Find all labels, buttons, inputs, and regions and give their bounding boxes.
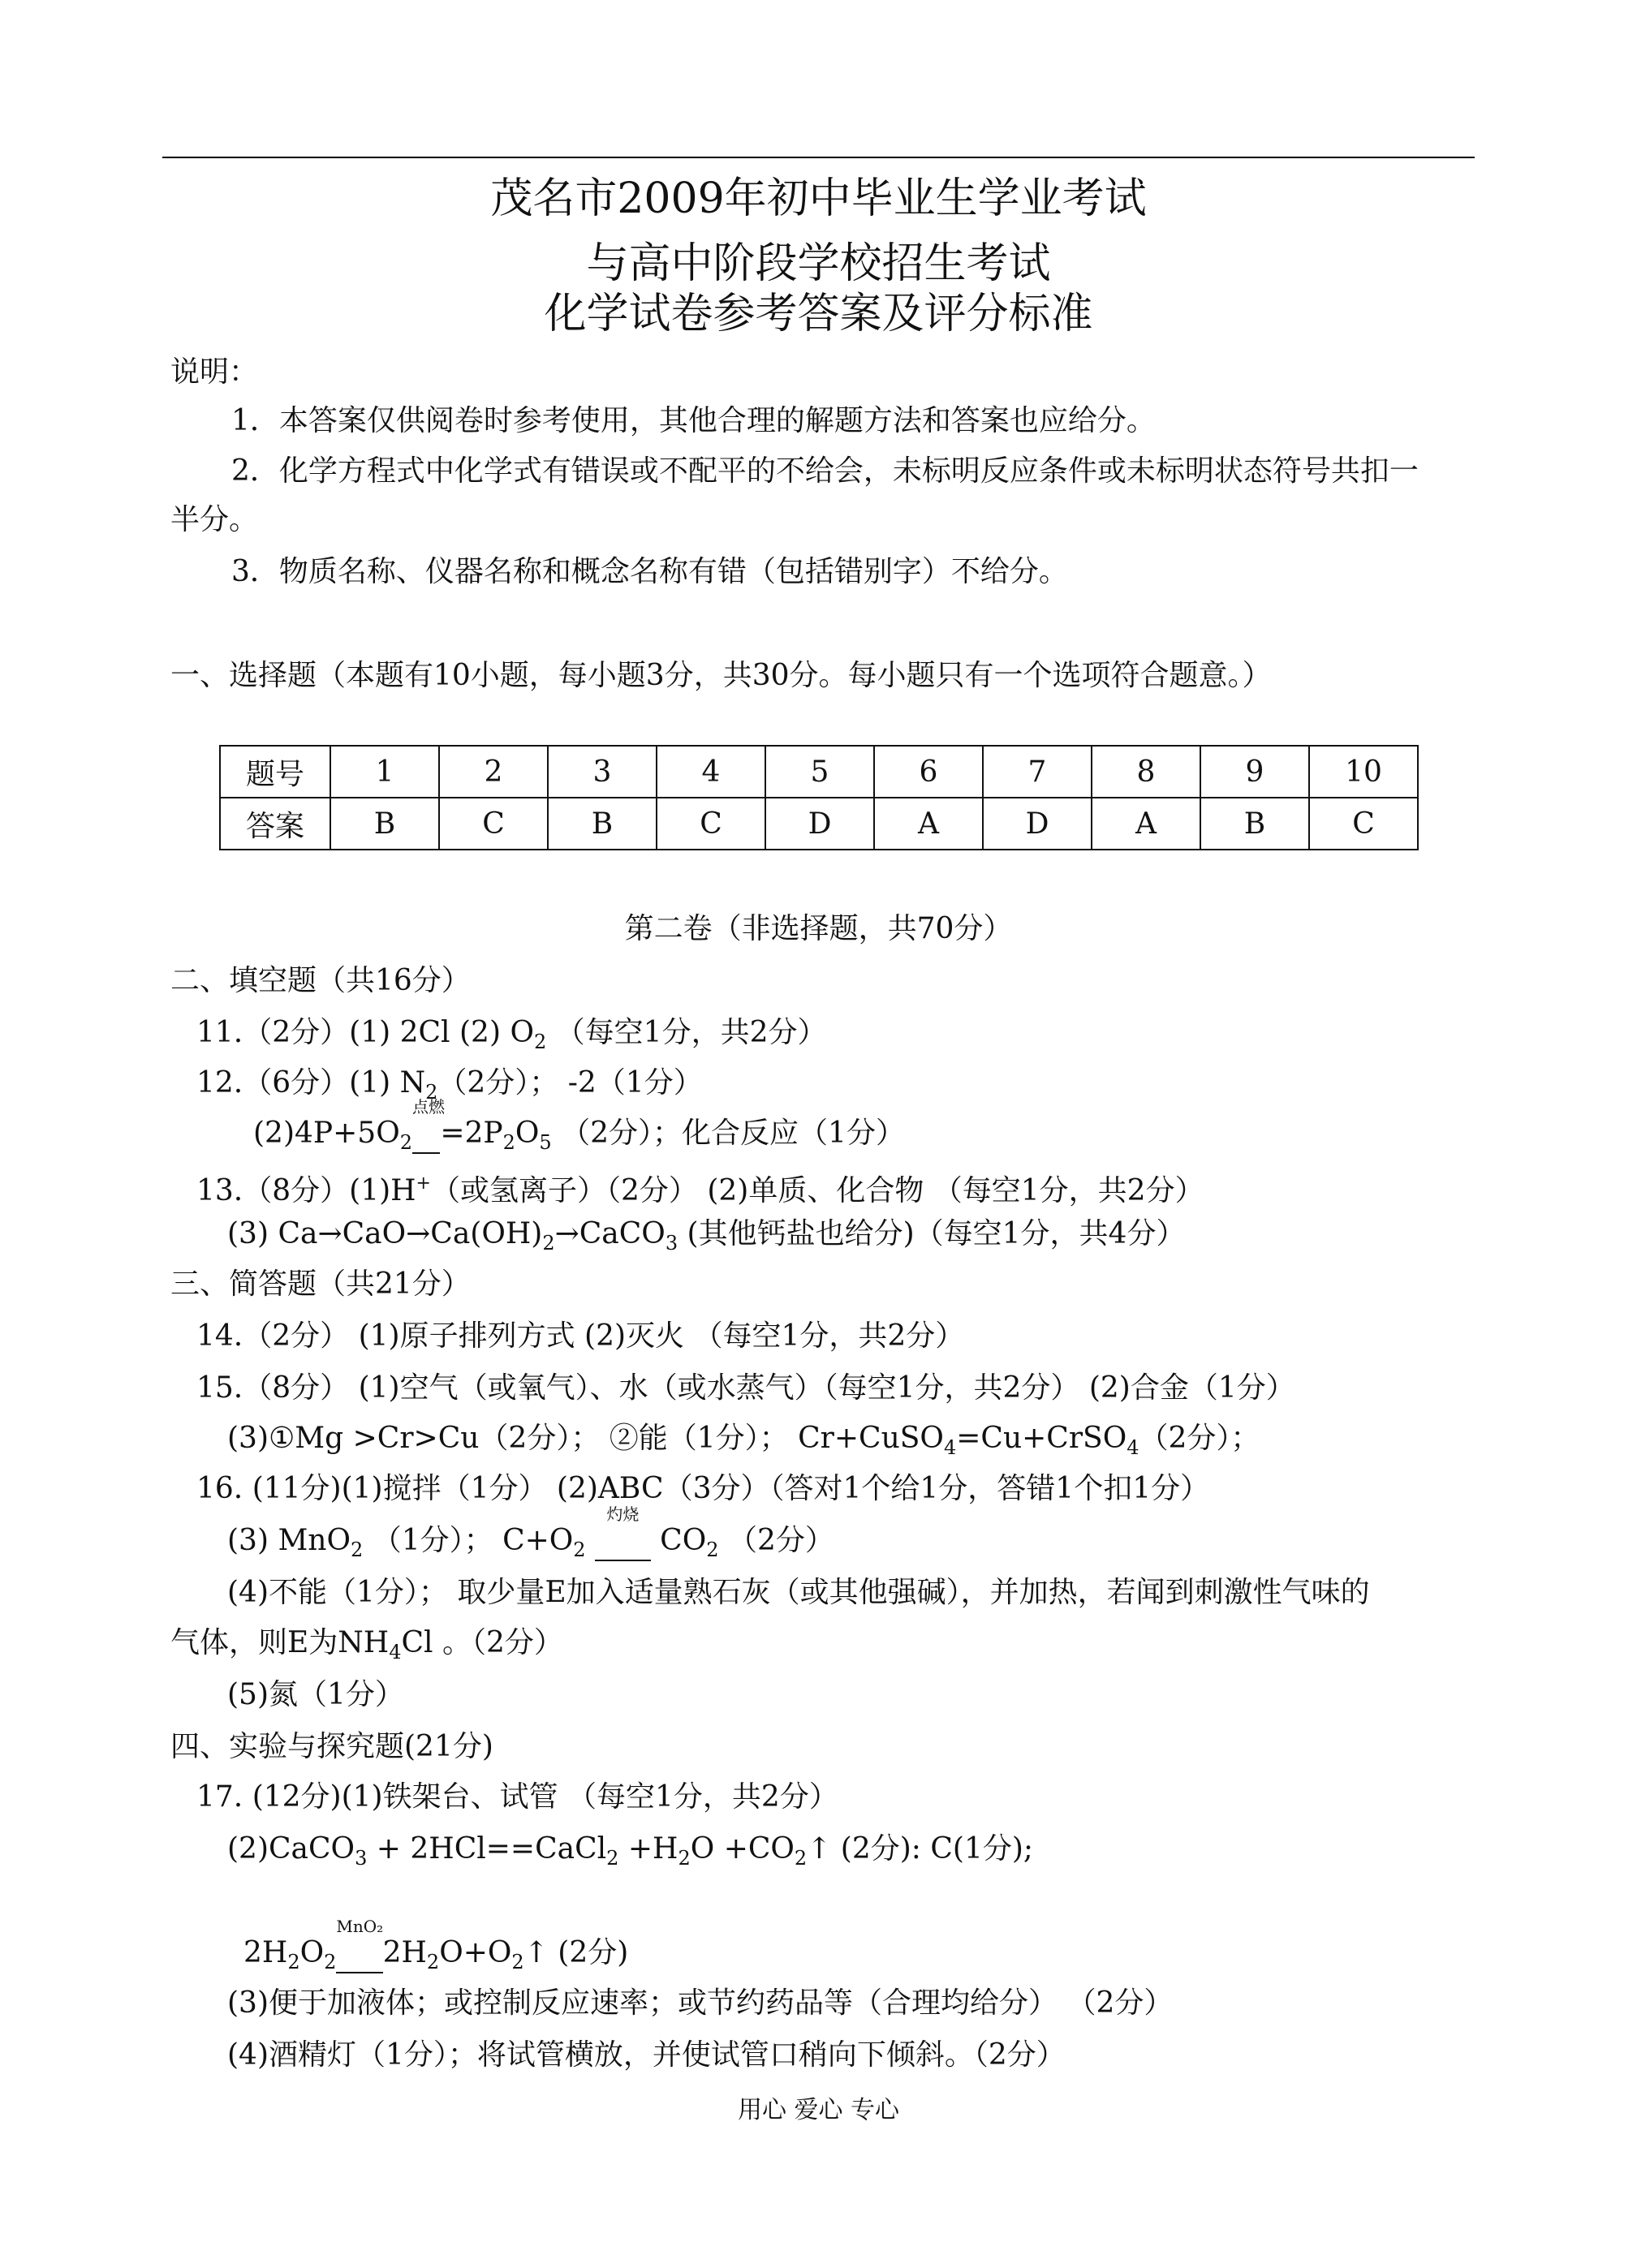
answer-q14: 14.（2分） (1)原子排列方式 (2)灭火 （每空1分，共2分）: [196, 1319, 965, 1353]
q11-text: 11.（2分）(1) 2Cl (2) O: [196, 1016, 534, 1049]
equation-part: 2H: [382, 1936, 427, 1969]
question-number: 6: [874, 746, 983, 798]
answer-cell: C: [439, 798, 548, 850]
answer-q16-3-cont: [170, 1625, 563, 1671]
answer-q13-2: [227, 1216, 1185, 1262]
subscript: 2: [794, 1847, 808, 1870]
subscript: 2: [573, 1539, 586, 1561]
equation-part: O+O: [439, 1936, 512, 1969]
condition-bar: [595, 1522, 651, 1561]
q16-cont-tail: Cl 。（2分）: [401, 1626, 563, 1659]
answer-q17-3: (3)便于加液体；或控制反应速率；或节约药品等（合理均给分） （2分）: [227, 1986, 1174, 2020]
q12-tail: （2分）； -2（1分）: [437, 1066, 703, 1100]
header-rule: [162, 157, 1475, 158]
subscript: 2: [678, 1847, 691, 1870]
table-row: [220, 746, 1418, 798]
q16-mid: （1分）； C+O: [363, 1524, 574, 1557]
q13-text: 13.（8分）(1)H: [196, 1174, 416, 1207]
question-number: 8: [1092, 746, 1200, 798]
answer-q17-4: (4)酒精灯（1分）；将试管横放，并使试管口稍向下倾斜。（2分）: [227, 2038, 1066, 2072]
subscript: 2: [351, 1539, 364, 1561]
note-2: 2．化学方程式中化学式有错误或不配平的不给会，未标明反应条件或未标明状态符号共扣一: [231, 454, 1419, 488]
condition-label: 点燃: [411, 1097, 445, 1117]
answer-q15-2: [227, 1420, 1260, 1466]
subscript: 2: [542, 1232, 555, 1255]
row-label: 答案: [220, 798, 330, 850]
answer-cell: A: [874, 798, 983, 850]
answer-q16-5: (5)氮（1分）: [227, 1678, 404, 1711]
q12-text: 12.（6分）(1) N: [196, 1066, 426, 1100]
subscript: 3: [665, 1232, 678, 1255]
q13-tail: （或氢离子）（2分） (2)单质、化合物 （每空1分，共2分）: [430, 1174, 1204, 1207]
title-line-1: 茂名市2009年初中毕业生学业考试: [490, 174, 1147, 223]
subscript: 2: [287, 1951, 300, 1973]
answer-cell: C: [657, 798, 765, 850]
question-number: 5: [765, 746, 874, 798]
subscript: 3: [355, 1847, 368, 1870]
answer-q16-2: [227, 1504, 834, 1569]
reaction-condition: [336, 1917, 384, 1973]
q17-tail: ↑ (2分): C(1分);: [807, 1832, 1034, 1866]
answer-cell: D: [765, 798, 874, 850]
note-3: 3．物质名称、仪器名称和概念名称有错（包括错别字）不给分。: [231, 555, 1068, 588]
subscript: 4: [943, 1436, 957, 1459]
answer-q11: [196, 1014, 827, 1061]
answer-cell: C: [1309, 798, 1418, 850]
answer-cell: B: [330, 798, 439, 850]
equation-part: (2)4P+5O: [253, 1117, 400, 1150]
question-number: 7: [983, 746, 1092, 798]
q15-tail: （2分）；: [1139, 1422, 1260, 1455]
subscript: 4: [389, 1641, 402, 1663]
answer-q12-1: [196, 1065, 703, 1111]
section-3-heading: 三、简答题（共21分）: [170, 1267, 471, 1301]
title-line-2: 与高中阶段学校招生考试: [586, 239, 1051, 288]
reaction-condition: [595, 1504, 651, 1561]
answer-q17-2: [227, 1831, 1033, 1877]
answer-cell: A: [1092, 798, 1200, 850]
answer-cell: B: [548, 798, 657, 850]
answer-table: [219, 745, 1419, 850]
answer-q15-1: 15.（8分） (1)空气（或氧气）、水（或水蒸气）（每空1分，共2分） (2)合金（1分）: [196, 1371, 1295, 1405]
subscript: 2: [426, 1951, 440, 1973]
q17-mid2: +H: [618, 1832, 678, 1866]
answer-cell: D: [983, 798, 1092, 850]
q16-product: CO: [650, 1524, 707, 1557]
answer-q16-1: 16. (11分)(1)搅拌（1分） (2)ABC（3分）（答对1个给1分，答错1个扣1分）: [196, 1472, 1210, 1505]
answer-q16-3: (4)不能（1分）； 取少量E加入适量熟石灰（或其他强碱），并加热，若闻到刺激性气味的: [227, 1576, 1370, 1609]
subscript: 2: [399, 1131, 412, 1154]
reaction-condition: [411, 1097, 445, 1154]
q15-mid: =Cu+CrSO: [956, 1422, 1127, 1455]
question-number: 10: [1309, 746, 1418, 798]
notes-heading: 说明：: [170, 355, 259, 389]
q11-tail: （每空1分，共2分）: [546, 1016, 827, 1049]
note-2-cont: 半分。: [170, 503, 259, 536]
subscript: 2: [425, 1081, 438, 1104]
subscript: 2: [511, 1951, 524, 1973]
section-4-heading: 四、实验与探究题(21分): [170, 1730, 493, 1763]
q12-2-tail: （2分）；化合反应（1分）: [551, 1117, 905, 1150]
condition-bar: [412, 1115, 440, 1154]
subscript: 2: [706, 1539, 719, 1561]
question-number: 2: [439, 746, 548, 798]
subscript: 2: [324, 1951, 337, 1973]
question-number: 9: [1200, 746, 1309, 798]
row-label: 题号: [220, 746, 330, 798]
subscript: 2: [606, 1847, 619, 1870]
subscript: 5: [539, 1131, 552, 1154]
q16-cont-text: 气体，则E为NH: [170, 1626, 390, 1659]
subscript: 4: [1127, 1436, 1139, 1459]
table-row: [220, 798, 1418, 850]
answer-q17-equation: [243, 1917, 629, 1981]
title-line-3: 化学试卷参考答案及评分标准: [544, 290, 1093, 338]
section-1-heading: 一、选择题（本题有10小题，每小题3分，共30分。每小题只有一个选项符合题意。）: [170, 659, 1272, 692]
equation-part: 2H: [243, 1936, 288, 1969]
answer-cell: B: [1200, 798, 1309, 850]
q17-mid: + 2HCl==CaCl: [367, 1832, 607, 1866]
part-2-heading: 第二卷（非选择题，共70分）: [624, 912, 1013, 945]
q13-chain: (3) Ca→CaO→Ca(OH): [227, 1217, 543, 1250]
equation-part: =2P: [440, 1117, 503, 1150]
section-2-heading: 二、填空题（共16分）: [170, 964, 471, 997]
answer-q12-2: $(2)4P+5O_2$ 点燃 $=2P_2O_5$ （2分）；化合反应（1分）: [253, 1097, 905, 1154]
condition-label: 灼烧: [606, 1504, 640, 1524]
page-footer: 用心 爱心 专心: [737, 2096, 900, 2124]
subscript: 2: [502, 1131, 515, 1154]
q16-text: (3) MnO: [227, 1524, 351, 1557]
equation-part: O: [299, 1936, 325, 1969]
condition-bar: [336, 1934, 382, 1973]
note-1: 1．本答案仅供阅卷时参考使用，其他合理的解题方法和答案也应给分。: [231, 404, 1156, 437]
answer-q13-1: [196, 1165, 1204, 1210]
subscript: 2: [533, 1031, 547, 1053]
question-number: 3: [548, 746, 657, 798]
q17-mid3: O +CO: [690, 1832, 795, 1866]
q13-chain-tail: (其他钙盐也给分)（每空1分，共4分）: [678, 1217, 1186, 1250]
q17-text: (2)CaCO: [227, 1832, 355, 1866]
question-number: 4: [657, 746, 765, 798]
equation-tail: ↑ (2分): [523, 1936, 629, 1969]
superscript: +: [416, 1173, 431, 1194]
q15-text: (3)①Mg >Cr>Cu（2分）； ②能（1分）； Cr+CuSO: [227, 1422, 944, 1455]
q13-chain-mid: →CaCO: [554, 1217, 666, 1250]
condition-label: MnO₂: [336, 1917, 384, 1936]
answer-q17-1: 17. (12分)(1)铁架台、试管 （每空1分，共2分）: [196, 1780, 838, 1814]
question-number: 1: [330, 746, 439, 798]
q16-tail: （2分）: [718, 1524, 834, 1557]
